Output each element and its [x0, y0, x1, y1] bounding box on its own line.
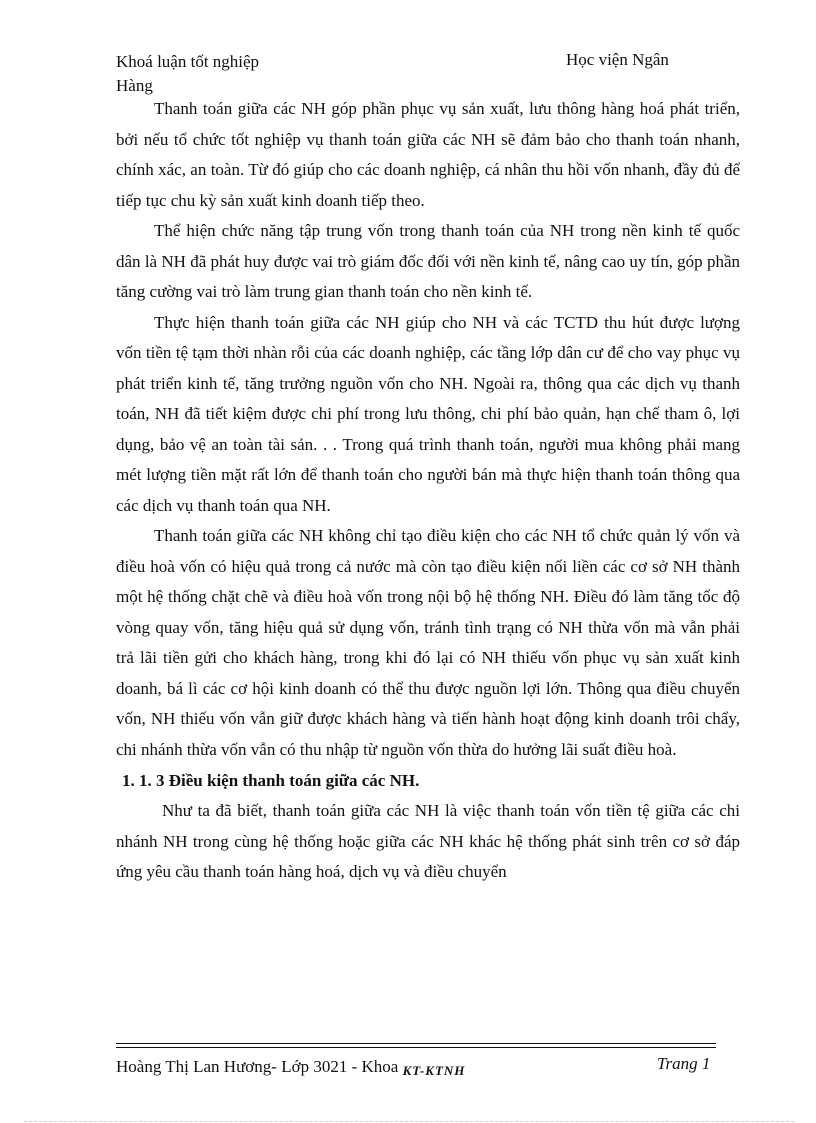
footer-divider — [116, 1043, 716, 1044]
paragraph-3: Thực hiện thanh toán giữa các NH giúp cho NH và các TCTD thu hút được lượng vốn tiền tệ tạm thời nhàn rỗi của các doanh nghiệp, các tầng lớp dân cư để cho vay phục vụ phát triển kinh tế, tăng trưởng nguồn vốn cho NH. Ngoài ra, thông qua các dịch vụ thanh toán, NH đã tiết kiệm được chi phí trong lưu thông, chi phí bảo quản, hạn chế tham ô, lợi dụng, bảo vệ an toàn tài sản. . . Trong quá trình thanh toán, người mua không phải mang mét lượng tiền mặt rất lớn để thanh toán cho người bán mà thực hiện thanh toán thông qua các dịch vụ thanh toán qua NH. — [116, 312, 740, 515]
paragraph-2: Thể hiện chức năng tập trung vốn trong thanh toán của NH trong nền kinh tế quốc dân là NH đã phát huy được vai trò giám đốc đối với nền kinh tế, nâng cao uy tín, góp phần tăng cường vai trò làm trung gian thanh toán cho nền kinh tế. — [116, 221, 740, 301]
header-title: Khoá luận tốt nghiệp — [116, 52, 260, 71]
footer-author — [116, 1057, 465, 1077]
document-body — [116, 94, 740, 888]
header-institution: Học viện Ngân — [566, 50, 669, 69]
page-number: Trang 1 — [657, 1054, 711, 1073]
header-left — [116, 50, 259, 98]
paragraph-1: Thanh toán giữa các NH góp phần phục vụ sản xuất, lưu thông hàng hoá phát triển, bởi nếu tổ chức tốt nghiệp vụ thanh toán giữa các NH sẽ đảm bảo cho thanh toán nhanh, chính xác, an toàn. Từ đó giúp cho các doanh nghiệp, cá nhân thu hồi vốn nhanh, đầy đủ để tiếp tục chu kỳ sản xuất kinh doanh tiếp theo. — [116, 99, 740, 210]
footer-author-text: Hoàng Thị Lan Hương- Lớp 3021 - Khoa — [116, 1057, 399, 1076]
paragraph-4: Thanh toán giữa các NH không chỉ tạo điều kiện cho các NH tổ chức quản lý vốn và điều hoà vốn có hiệu quả trong cả nước mà còn tạo điều kiện nối liền các cơ sở NH thành một hệ thống chặt chẽ và điều hoà vốn trong nội bộ hệ thống NH. Điều đó làm tăng tốc độ vòng quay vốn, tăng hiệu quả sử dụng vốn, tránh tình trạng có NH thừa vốn mà vẫn phải trả lãi tiền gửi cho khách hàng, trong khi đó lại có NH thiếu vốn phục vụ sản xuất kinh doanh, bá lì các cơ hội kinh doanh có thể thu được nguồn lợi lớn. Thông qua điều chuyển vốn, NH thiếu vốn vẫn giữ được khách hàng và tiến hành hoạt động kinh doanh trôi chẩy, chi nhánh thừa vốn vẫn có thu nhập từ nguồn vốn thừa do hưởng lãi suất điều hoà. — [116, 526, 740, 759]
header-title-continuation: Hàng — [116, 76, 153, 95]
section-paragraph: Như ta đã biết, thanh toán giữa các NH là việc thanh toán vốn tiền tệ giữa các chi nhánh NH trong cùng hệ thống hoặc giữa các NH khác hệ thống phát sinh trên cơ sở đáp ứng yêu cầu thanh toán hàng hoá, dịch vụ và điều chuyển — [116, 801, 740, 881]
footer-department: KT-KTNH — [402, 1063, 466, 1078]
page-edge-divider — [24, 1121, 794, 1122]
footer-divider-second — [116, 1047, 716, 1048]
section-heading: 1. 1. 3 Điều kiện thanh toán giữa các NH. — [122, 771, 420, 790]
